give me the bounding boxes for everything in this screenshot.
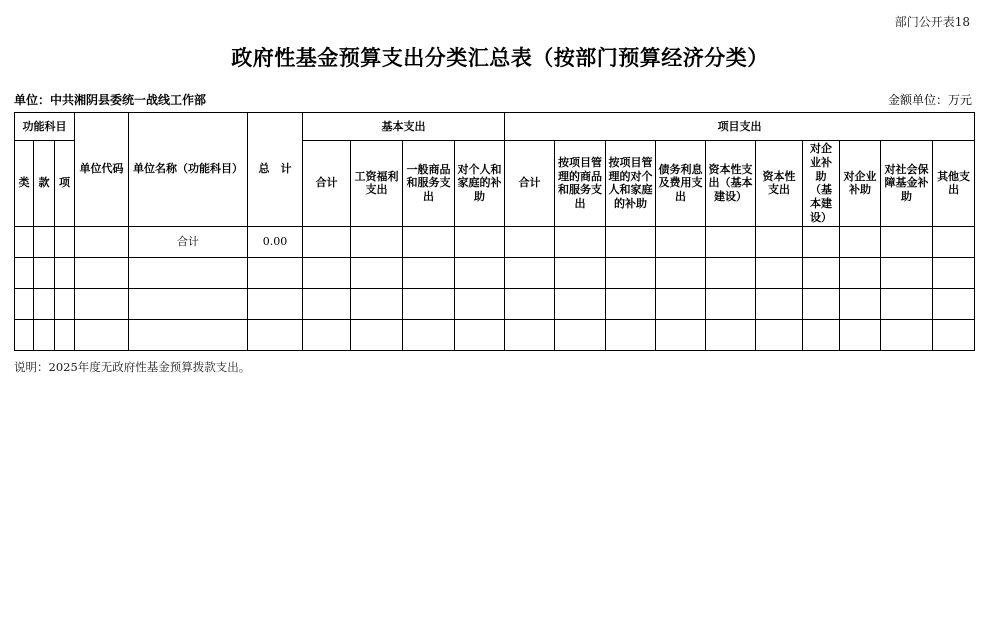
cell-social-security-subsidy xyxy=(881,226,933,257)
cell-basic-wages xyxy=(351,319,403,350)
cell-basic-wages xyxy=(351,257,403,288)
cell-capital-basic-construction xyxy=(706,226,756,257)
cell-basic-goods-services xyxy=(403,257,455,288)
cell-basic-goods-services xyxy=(403,319,455,350)
cell-project-individual-subsidy xyxy=(606,288,656,319)
cell-item xyxy=(55,226,75,257)
cell-project-individual-subsidy xyxy=(606,226,656,257)
cell-unit-code xyxy=(75,288,129,319)
col-header-social-security-subsidy: 对社会保障基金补助 xyxy=(881,141,933,227)
cell-unit-name xyxy=(129,319,248,350)
cell-project-goods-services xyxy=(555,288,606,319)
cell-grand-total: 0.00 xyxy=(248,226,303,257)
col-header-functional-group: 功能科目 xyxy=(15,113,75,141)
col-header-section: 款 xyxy=(34,141,55,227)
cell-enterprise-subsidy-construction xyxy=(803,288,840,319)
table-row xyxy=(15,226,975,257)
cell-class xyxy=(15,226,34,257)
col-header-project-subtotal: 合计 xyxy=(505,141,555,227)
col-header-basic-wages: 工资福利支出 xyxy=(351,141,403,227)
table-row xyxy=(15,288,975,319)
col-header-debt-interest: 债务利息及费用支出 xyxy=(656,141,706,227)
col-header-enterprise-subsidy-construction: 对企业补助（基本建设） xyxy=(803,141,840,227)
table-row xyxy=(15,319,975,350)
cell-enterprise-subsidy-construction xyxy=(803,319,840,350)
cell-capital-basic-construction xyxy=(706,288,756,319)
cell-basic-individual-subsidy xyxy=(455,257,505,288)
cell-social-security-subsidy xyxy=(881,288,933,319)
cell-capital xyxy=(756,319,803,350)
cell-unit-name xyxy=(129,288,248,319)
cell-class xyxy=(15,319,34,350)
col-header-basic-subtotal: 合计 xyxy=(303,141,351,227)
cell-section xyxy=(34,319,55,350)
footnote: 说明：2025年度无政府性基金预算拨款支出。 xyxy=(14,359,251,374)
cell-project-individual-subsidy xyxy=(606,257,656,288)
cell-section xyxy=(34,257,55,288)
cell-basic-subtotal xyxy=(303,319,351,350)
cell-basic-goods-services xyxy=(403,288,455,319)
col-header-capital-basic-construction: 资本性支出（基本建设） xyxy=(706,141,756,227)
table-row xyxy=(15,257,975,288)
col-header-capital: 资本性支出 xyxy=(756,141,803,227)
cell-basic-subtotal xyxy=(303,257,351,288)
col-header-basic-goods-services: 一般商品和服务支出 xyxy=(403,141,455,227)
cell-item xyxy=(55,257,75,288)
cell-basic-goods-services xyxy=(403,226,455,257)
cell-grand-total xyxy=(248,288,303,319)
cell-enterprise-subsidy-construction xyxy=(803,226,840,257)
cell-project-subtotal xyxy=(505,257,555,288)
cell-grand-total xyxy=(248,257,303,288)
cell-project-goods-services xyxy=(555,319,606,350)
cell-enterprise-subsidy xyxy=(840,288,881,319)
cell-other-expenditure xyxy=(933,288,975,319)
cell-enterprise-subsidy-construction xyxy=(803,257,840,288)
cell-other-expenditure xyxy=(933,257,975,288)
cell-social-security-subsidy xyxy=(881,319,933,350)
cell-debt-interest xyxy=(656,319,706,350)
cell-enterprise-subsidy xyxy=(840,257,881,288)
unit-label: 单位：中共湘阴县委统一战线工作部 xyxy=(14,93,207,107)
doc-number-label: 部门公开表18 xyxy=(894,15,970,29)
col-header-project-individual-subsidy: 按项目管理的对个人和家庭的补助 xyxy=(606,141,656,227)
cell-project-individual-subsidy xyxy=(606,319,656,350)
col-header-other-expenditure: 其他支出 xyxy=(933,141,975,227)
cell-basic-subtotal xyxy=(303,226,351,257)
page-title: 政府性基金预算支出分类汇总表（按部门预算经济分类） xyxy=(231,45,769,70)
cell-class xyxy=(15,288,34,319)
col-header-grand-total: 总 计 xyxy=(248,113,303,227)
cell-other-expenditure xyxy=(933,226,975,257)
cell-section xyxy=(34,226,55,257)
cell-basic-subtotal xyxy=(303,288,351,319)
cell-social-security-subsidy xyxy=(881,257,933,288)
cell-item xyxy=(55,288,75,319)
cell-capital-basic-construction xyxy=(706,257,756,288)
cell-basic-wages xyxy=(351,226,403,257)
cell-capital xyxy=(756,288,803,319)
cell-unit-name: 合计 xyxy=(129,226,248,257)
cell-capital xyxy=(756,226,803,257)
cell-enterprise-subsidy xyxy=(840,319,881,350)
col-header-class: 类 xyxy=(15,141,34,227)
cell-unit-code xyxy=(75,319,129,350)
cell-unit-code xyxy=(75,226,129,257)
cell-capital-basic-construction xyxy=(706,319,756,350)
cell-project-goods-services xyxy=(555,226,606,257)
amount-unit-label: 金额单位：万元 xyxy=(887,93,972,107)
cell-basic-individual-subsidy xyxy=(455,319,505,350)
col-header-unit-name: 单位名称（功能科目） xyxy=(129,113,248,227)
col-header-item: 项 xyxy=(55,141,75,227)
cell-unit-code xyxy=(75,257,129,288)
cell-section xyxy=(34,288,55,319)
cell-enterprise-subsidy xyxy=(840,226,881,257)
cell-debt-interest xyxy=(656,257,706,288)
cell-project-subtotal xyxy=(505,226,555,257)
col-header-project-goods-services: 按项目管理的商品和服务支出 xyxy=(555,141,606,227)
header-row-groups xyxy=(15,113,975,141)
cell-grand-total xyxy=(248,319,303,350)
cell-other-expenditure xyxy=(933,319,975,350)
cell-project-subtotal xyxy=(505,319,555,350)
cell-debt-interest xyxy=(656,226,706,257)
meta-row xyxy=(14,91,972,108)
cell-capital xyxy=(756,257,803,288)
cell-unit-name xyxy=(129,257,248,288)
col-header-project-group: 项目支出 xyxy=(505,113,975,141)
cell-class xyxy=(15,257,34,288)
budget-summary-table xyxy=(14,112,975,351)
cell-project-subtotal xyxy=(505,288,555,319)
cell-basic-wages xyxy=(351,288,403,319)
cell-item xyxy=(55,319,75,350)
cell-basic-individual-subsidy xyxy=(455,288,505,319)
cell-project-goods-services xyxy=(555,257,606,288)
cell-basic-individual-subsidy xyxy=(455,226,505,257)
col-header-basic-group: 基本支出 xyxy=(303,113,505,141)
col-header-basic-individual-subsidy: 对个人和家庭的补助 xyxy=(455,141,505,227)
col-header-enterprise-subsidy: 对企业补助 xyxy=(840,141,881,227)
col-header-unit-code: 单位代码 xyxy=(75,113,129,227)
cell-debt-interest xyxy=(656,288,706,319)
